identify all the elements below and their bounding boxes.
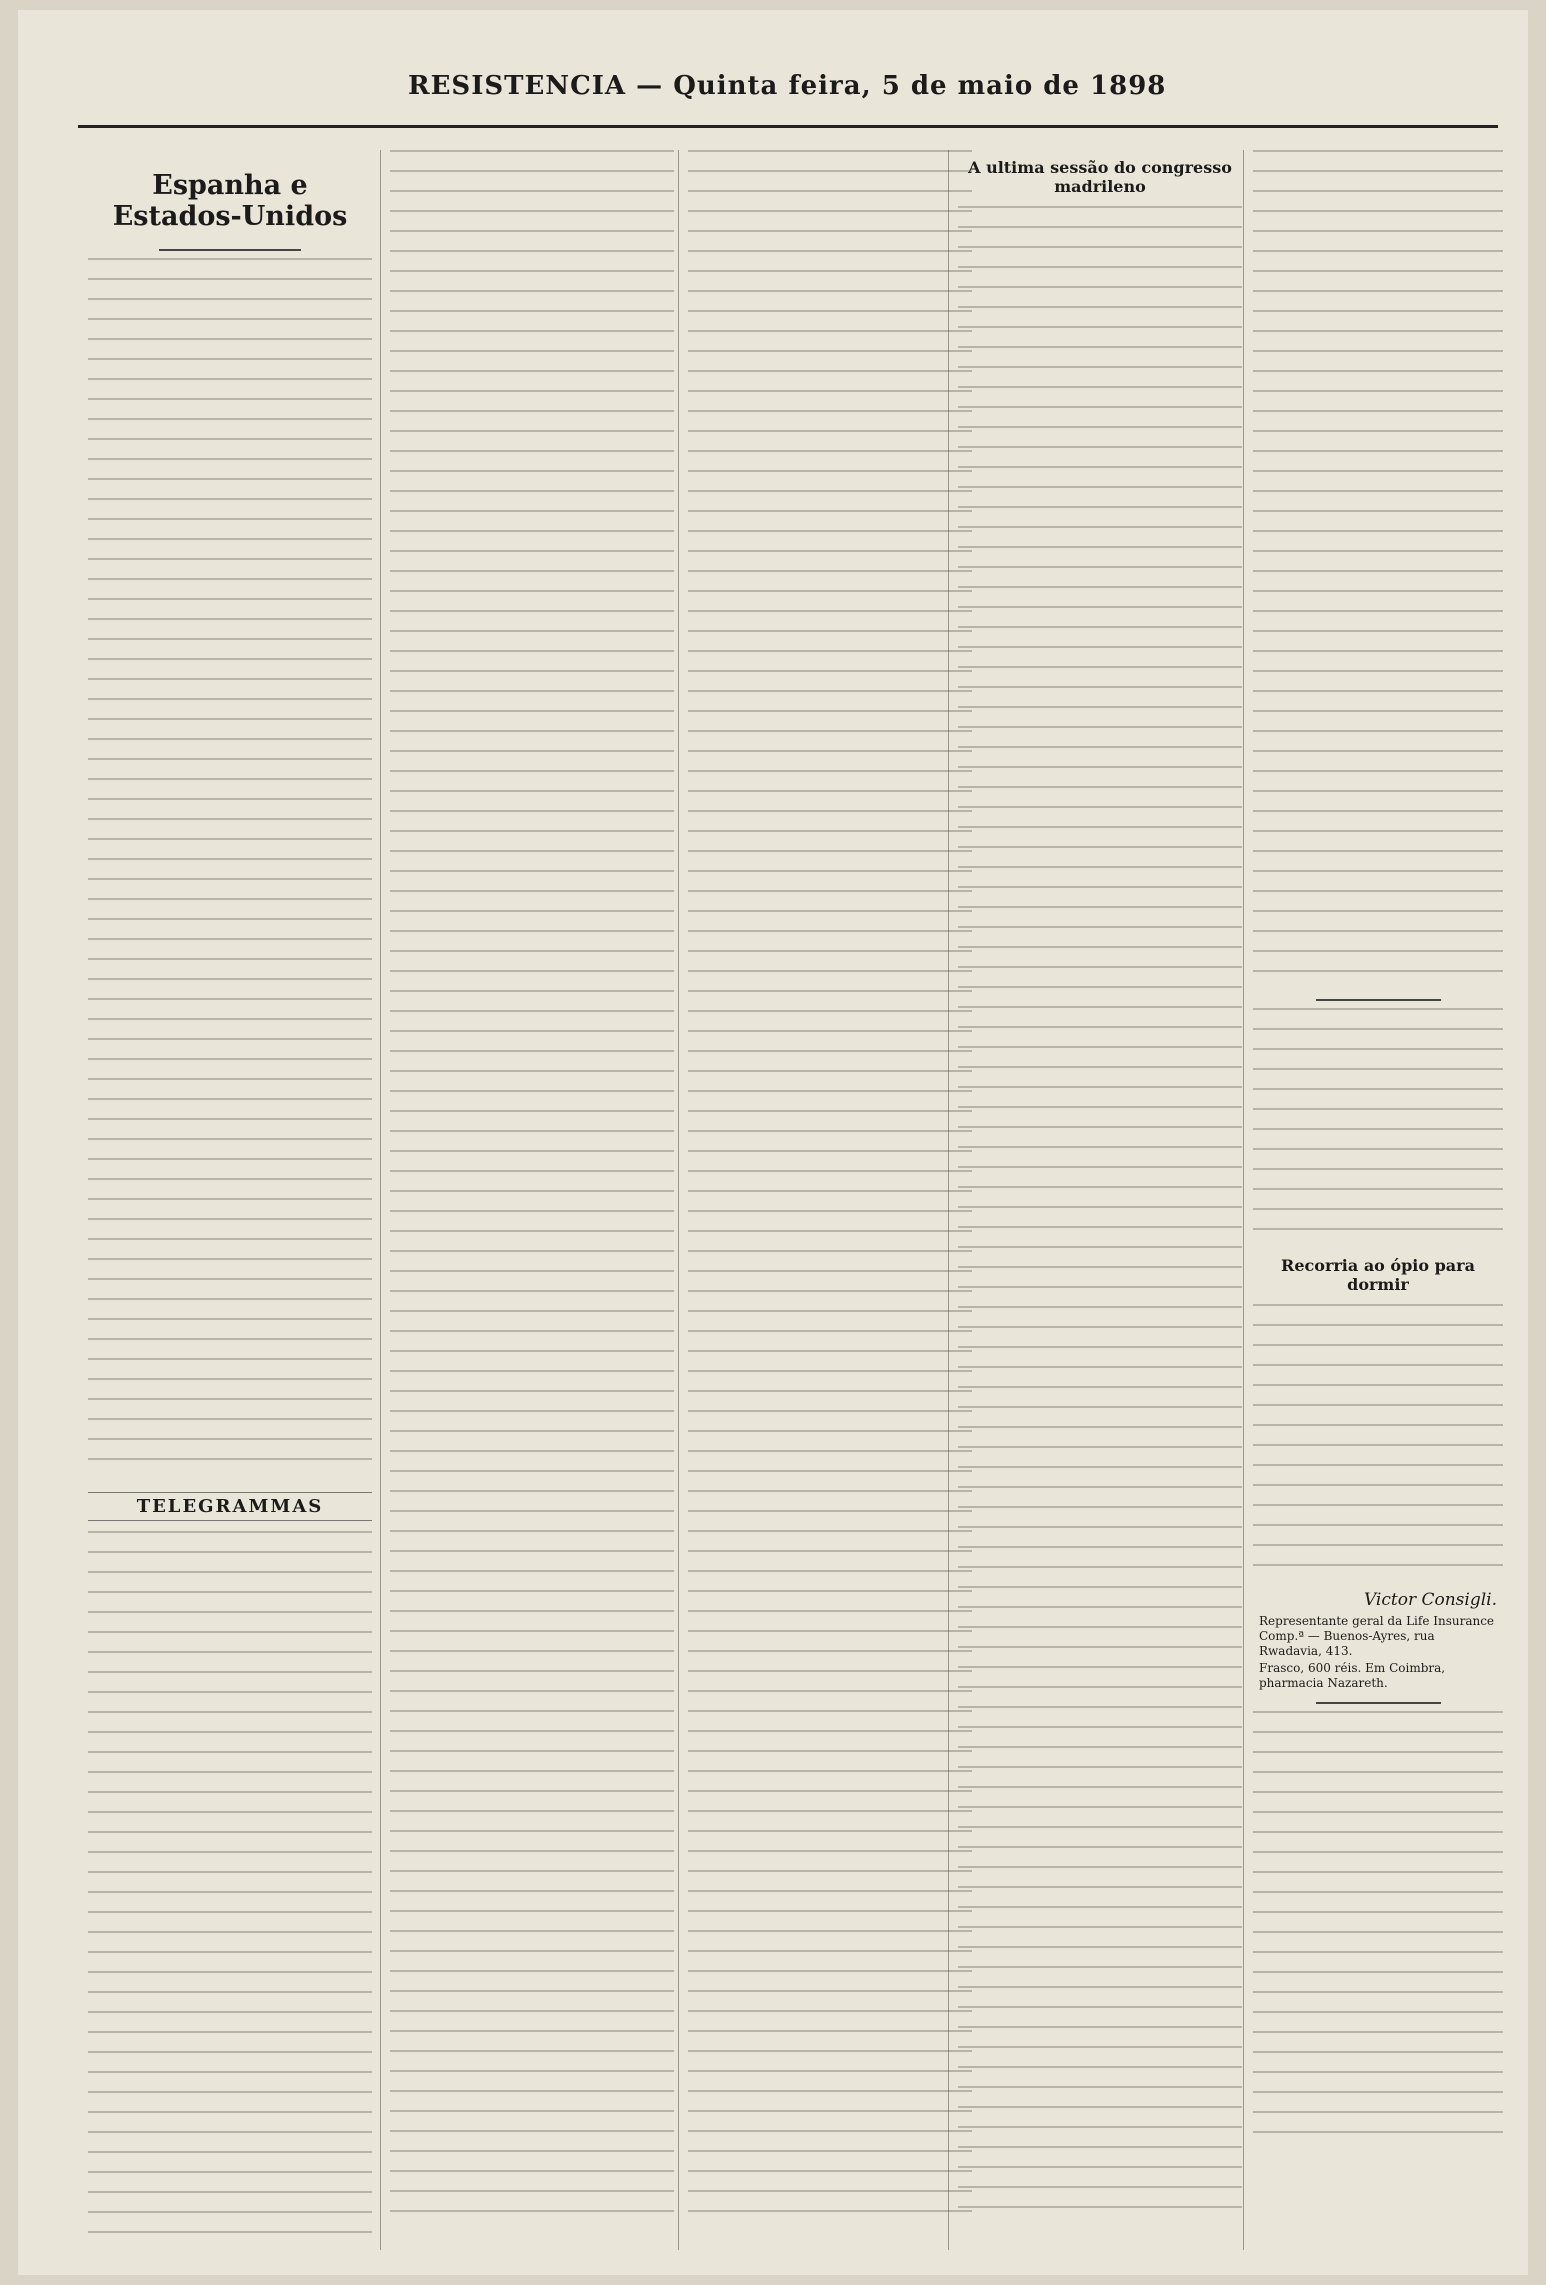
article-body <box>1253 1304 1503 1584</box>
column-rule <box>678 150 679 2250</box>
column-5 <box>1253 150 1503 2250</box>
article-body <box>390 150 674 2230</box>
price-note: Frasco, 600 réis. Em Coimbra, pharmacia Nazareth. <box>1259 1661 1446 1690</box>
column-rule <box>1243 150 1244 2250</box>
column-1 <box>88 150 372 2250</box>
article-body <box>1253 1711 1503 2151</box>
telegrams-heading: TELEGRAMMAS <box>88 1492 372 1521</box>
separator <box>1253 990 1503 1008</box>
article-body <box>688 150 972 2230</box>
article-body <box>88 258 372 1478</box>
separator <box>1253 1693 1503 1711</box>
newspaper-page <box>18 10 1528 2275</box>
article-body <box>958 206 1242 2216</box>
article-body <box>1253 150 1503 990</box>
separator <box>88 240 372 258</box>
recorria-heading: Recorria ao ópio para dormir <box>1281 1256 1475 1294</box>
signature: Victor Consigli. <box>1363 1590 1497 1610</box>
congress-heading: A ultima sessão do congresso madrileno <box>968 158 1232 196</box>
main-headline: Espanha e Estados-Unidos <box>112 170 348 232</box>
article-body <box>1253 1008 1503 1248</box>
masthead-line: RESISTENCIA — Quinta feira, 5 de maio de 1898 <box>408 71 1167 101</box>
column-4 <box>958 150 1242 2250</box>
column-2 <box>390 150 674 2250</box>
column-rule <box>380 150 381 2250</box>
article-body <box>88 1531 372 2250</box>
masthead <box>78 65 1498 128</box>
column-3 <box>688 150 972 2250</box>
representative-note: Representante geral da Life Insurance Comp.ª — Buenos-Ayres, rua Rwadavia, 413. <box>1259 1614 1495 1658</box>
